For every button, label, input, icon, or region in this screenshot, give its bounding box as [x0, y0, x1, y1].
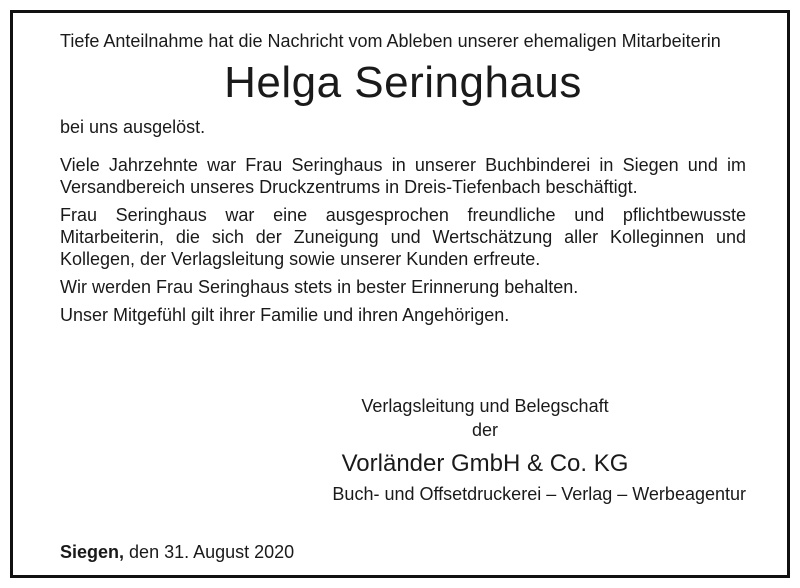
obituary-content [60, 31, 746, 562]
obituary-frame [10, 10, 790, 578]
paragraph-employment: Viele Jahrzehnte war Frau Seringhaus in unserer Buchbinderei in Siegen und im Versandbereich unseres Druckzentrums in Dreis-Tiefenbach beschäftigt. [60, 155, 746, 197]
paragraph-character: Frau Seringhaus war eine ausgesprochen freundliche und pflichtbewusste Mitarbeiterin, die sich der Zuneigung und Wertschätzung aller Kolleginnen und Kollegen, der Verlagsleitung sowie unserer Kunden erfreute. [60, 205, 746, 269]
intro-text: Tiefe Anteilnahme hat die Nachricht vom Ableben unserer ehemaligen Mitarbeiterin [60, 31, 721, 51]
paragraph-condolence: Unser Mitgefühl gilt ihrer Familie und ihren Angehörigen. [60, 305, 510, 325]
place: Siegen, [60, 542, 125, 562]
paragraph-memory: Wir werden Frau Seringhaus stets in bester Erinnerung behalten. [60, 277, 579, 297]
signature-line-1: Verlagsleitung und Belegschaft [361, 396, 609, 416]
signature-line-2: der [471, 420, 498, 440]
deceased-name: Helga Seringhaus [224, 58, 582, 107]
company-name: Vorländer GmbH & Co. KG [341, 450, 629, 477]
date: den 31. August 2020 [129, 542, 295, 562]
after-name-text: bei uns ausgelöst. [60, 117, 206, 137]
company-subline: Buch- und Offsetdruckerei – Verlag – Werbeagentur [332, 484, 746, 504]
place-date [60, 541, 294, 563]
